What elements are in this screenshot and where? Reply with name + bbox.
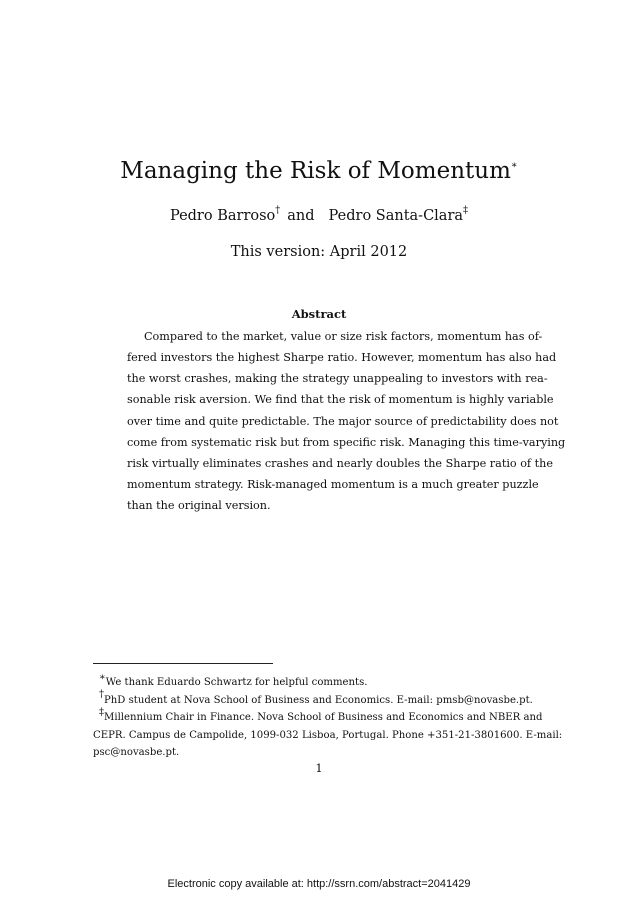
footnote [93,671,541,692]
footnotes [93,671,563,762]
paper-title [0,156,638,186]
author-separator: and [287,208,315,224]
abstract-line: come from systematic risk but from specific risk. Managing this time-varying [127,435,566,449]
abstract-line: over time and quite predictable. The major source of predictability does not [127,414,559,428]
author-footnote-mark: ‡ [463,205,469,217]
title-footnote-mark: ∗ [510,160,518,172]
footnote-continuation: psc@novasbe.pt. [93,747,180,758]
abstract-line: the worst crashes, making the strategy unappealing to investors with rea- [127,372,548,386]
abstract-line: risk virtually eliminates crashes and nearly doubles the Sharpe ratio of the [127,456,553,470]
abstract-heading: Abstract [291,307,347,321]
version-date: This version: April 2012 [230,244,408,260]
footnote [93,689,541,710]
page-number: 1 [315,761,323,775]
abstract-line: fered investors the highest Sharpe ratio. However, momentum has also had [127,351,557,365]
footnote-continuation: CEPR. Campus de Campolide, 1099-032 Lisboa, Portugal. Phone +351-21-3801600. E-mail: [93,729,563,741]
footnote-mark: ∗ [99,671,106,683]
abstract-line: than the original version. [127,499,271,513]
author-footnote-mark: † [275,205,281,217]
footnote-mark: † [99,689,104,701]
footnote [93,706,543,727]
author-name: Pedro Barroso [169,208,276,224]
author-line [0,206,638,226]
footnote-text: PhD student at Nova School of Business and Economics. E-mail: pmsb@novasbe.pt. [104,694,533,706]
footnote-text: We thank Eduardo Schwartz for helpful comments. [105,677,368,688]
footnote-text: Millennium Chair in Finance. Nova School of Business and Economics and NBER and [104,712,543,723]
paper-title-text: Managing the Risk of Momentum [120,158,511,184]
abstract-line: momentum strategy. Risk-managed momentum is a much greater puzzle [127,477,539,491]
abstract-body [127,326,566,516]
author-name: Pedro Santa-Clara [328,208,464,224]
footnote-mark: ‡ [99,706,104,718]
ssrn-footer: Electronic copy available at: http://ssrn.com/abstract=2041429 [167,878,471,890]
abstract-line: sonable risk aversion. We find that the risk of momentum is highly variable [127,393,554,407]
abstract-line: Compared to the market, value or size risk factors, momentum has of- [144,330,543,343]
footnote-rule [93,663,273,664]
